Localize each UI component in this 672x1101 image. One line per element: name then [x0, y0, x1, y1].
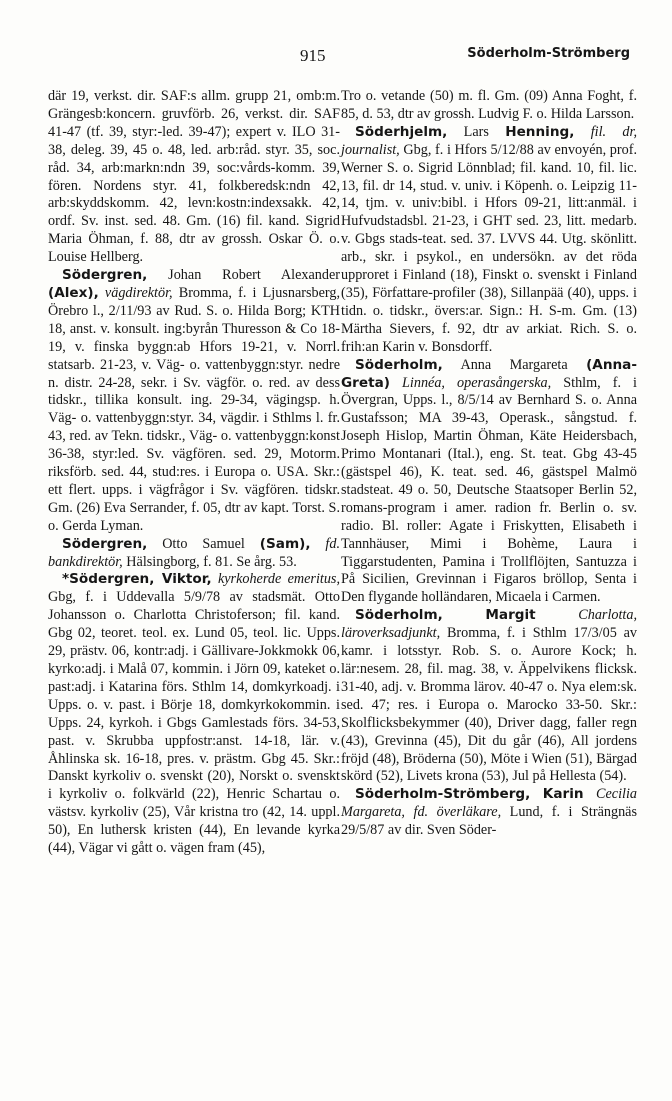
page-header: [0, 46, 672, 70]
page-number: 915: [300, 46, 326, 65]
entry-soderholm-margit: Söderholm, Margit Charlotta, läroverksadjunkt, Bromma, f. i Sthlm 17/3/05 av kamr. i lotsstyr. Rob. S. o. Aurore Kock; h. lär:nesem. 28, fil. mag. 38, v. Äppelvikens flicksk. 31-40, adj. v. Bromma lärov. 40-47 o. Nya elem:sk. sed. 47; res. i Europa o. Marocko 33-50. Skr.: Skolflicksbekymmer (40), Driver dagg, faller regn (43), Grevinna (45), Dit du går (46), All jordens fröjd (48), Bröderna (50), Möte i Wien (51), Bärgad skörd (52), Livets krona (53), Jul på Hellesta (54).: [341, 607, 638, 785]
running-head: Söderholm-Strömberg: [467, 46, 630, 61]
left-column: [48, 88, 340, 858]
entry-soderholm-stromberg-karin: Söderholm-Strömberg, Karin Cecilia Margareta, fd. överläkare, Lund, f. i Strängnäs 29/5/87 av dir. Sven Söder-: [341, 786, 637, 839]
entry-sodergren-sam: Södergren, Otto Samuel (Sam), fd. bankdirektör, Hälsingborg, f. 81. Se årg. 53.: [48, 535, 340, 570]
right-column: [341, 88, 637, 840]
entry-continuation: Tro o. vetande (50) m. fl. Gm. (09) Anna Foght, f. 85, d. 53, dtr av grossh. Ludvig F. o. Hilda Larsson.: [341, 88, 637, 122]
entry-soderhjelm-henning: Söderhjelm, Lars Henning, fil. dr, journalist, Gbg, f. i Hfors 5/12/88 av envoyén, prof. Werner S. o. Sigrid Lönnblad; fil. kand. 10, fil. lic. 13, fil. dr 14, stud. v. univ. i Köpenh. o. Leipzig 11-14, tjm. v. univ:bibl. i Hfors 09-21, litt:anmäl. i Hufvudstadsbl. 21-23, i GHT sed. 23, litt. medarb. v. Gbgs stads-teat. sed. 37. LVVS 44. Utg. skönlitt. arb., skr. i psykol., en undersökn. av det röda upproret i Finland (18), Finskt o. svenskt i Finland (35), Författare-profiler (38), Sillanpää (40), upps. i tidn. o. tidskr., övers:ar. Sign.: H. S-m. Gm. (13) Märtha Sievers, f. 92, dtr av arkiat. Rich. S. o. frih:an Karin v. Bonsdorff.: [341, 123, 637, 355]
entry-soderholm-anna-greta: Söderholm, Anna Margareta (Anna-Greta) Linnéa, operasångerska, Sthlm, f. i Övergran, Upps. l., 8/5/14 av Bernhard S. o. Anna Gustafsson; MA 39-43, Operask., sångstud. f. Joseph Hislop, Martin Öhman, Käte Heidersbach, Primo Montanari (Ital.), eng. St. teat. Gbg 43-45 (gästspel 46), K. teat. sed. 46, gästspel Malmö stadsteat. 49 o. 50, Deutsche Staatsoper Berlin 52, romans-program i amer. radion fr. Berlin o. sv. radio. Bl. roller: Agate i Friskytten, Elisabeth i Tannhäuser, Mimi i Bohème, Laura i Tiggarstudenten, Pamina i Trollflöjten, Santuzza i På Sicilien, Grevinnan i Figaros bröllop, Senta i Den flygande holländaren, Micaela i Carmen.: [341, 356, 637, 606]
entry-sodergren-viktor: *Södergren, Viktor, kyrkoherde emeritus, Gbg, f. i Uddevalla 5/9/78 av stadsmät. Otto Johansson o. Charlotta Christoferson; fil. kand. Gbg 02, teoret. teol. ex. Lund 05, teol. lic. Upps. 29, prästv. 06, kontr:adj. i Gällivare-Jokkmokk 06, kyrko:adj. i Malå 07, kommin. i Jörn 09, kateket o. past:adj. i Katarina förs. Sthlm 14, domkyrkoadj. i Upps. o. v. past. i Börje 18, domkyrkokommin. i Upps. 24, kyrkoh. i Gbgs Gamlestads förs. 34-53, past. v. Skrubba uppfostr:anst. 14-18, lär. v. Åhlinska sk. 16-18, pres. v. prästm. Gbg 45. Skr.: Danskt kyrkoliv o. svenskt (20), Norskt o. svenskt i kyrkoliv o. folkvärld (22), Henric Schartau o. västsv. kyrkoliv (25), Vår kristna tro (42, 14. uppl. 50), En luthersk kristen (44), En levande kyrka (44), Vägar vi gått o. vägen fram (45),: [48, 571, 340, 857]
entry-continuation: där 19, verkst. dir. SAF:s allm. grupp 21, omb:m. Grängesb:koncern. gruvförb. 26, verkst. dir. SAF 41-47 (tf. 39, styr:-led. 39-47); expert v. ILO 31-38, deleg. 39, 45 o. 48, led. arb:råd. styr. 35, soc. råd. 34, arb:markn:ndn 39, soc:vårds-komm. 39, fören. Nordens styr. 41, folkberedsk:ndn 42, arb:skyddskomm. 42, levn:kostn:indexsakk. 42, ordf. Sv. inst. sed. 48. Gm. (16) fil. kand. Sigrid Maria Öhman, f. 88, dtr av grossh. Oskar Ö. o. Louise Hellberg.: [48, 88, 340, 266]
entry-sodergren-alex: Södergren, Johan Robert Alexander (Alex), vägdirektör, Bromma, f. i Ljusnarsberg, Örebro l., 2/11/93 av Rud. S. o. Hilda Borg; KTH 18, anst. v. konsult. ing:byrån Thuresson & Co 18-19, v. finska byggn:ab Hfors 19-21, v. Norrl. statsarb. 21-23, v. Väg- o. vattenbyggn:styr. nedre n. distr. 24-28, sekr. i Sv. vägför. o. red. av dess tidskr., tillika konsult. ing. 29-34, vägingsp. h. Väg- o. vattenbyggn:styr. 34, vägdir. i Sthlms l. fr. 43, red. av Tekn. tidskr., Väg- o. vattenbyggn:konst 36-38, styr:led. Sv. vägfören. sed. 29, Motorm. riksförb. sed. 44, stud:res. i Europa o. USA. Skr.: ett flert. upps. i vägfrågor i Sv. vägfören. tidskr. Gm. (26) Eva Serrander, f. 05, dtr av kapt. Torst. S. o. Gerda Lyman.: [48, 267, 340, 534]
